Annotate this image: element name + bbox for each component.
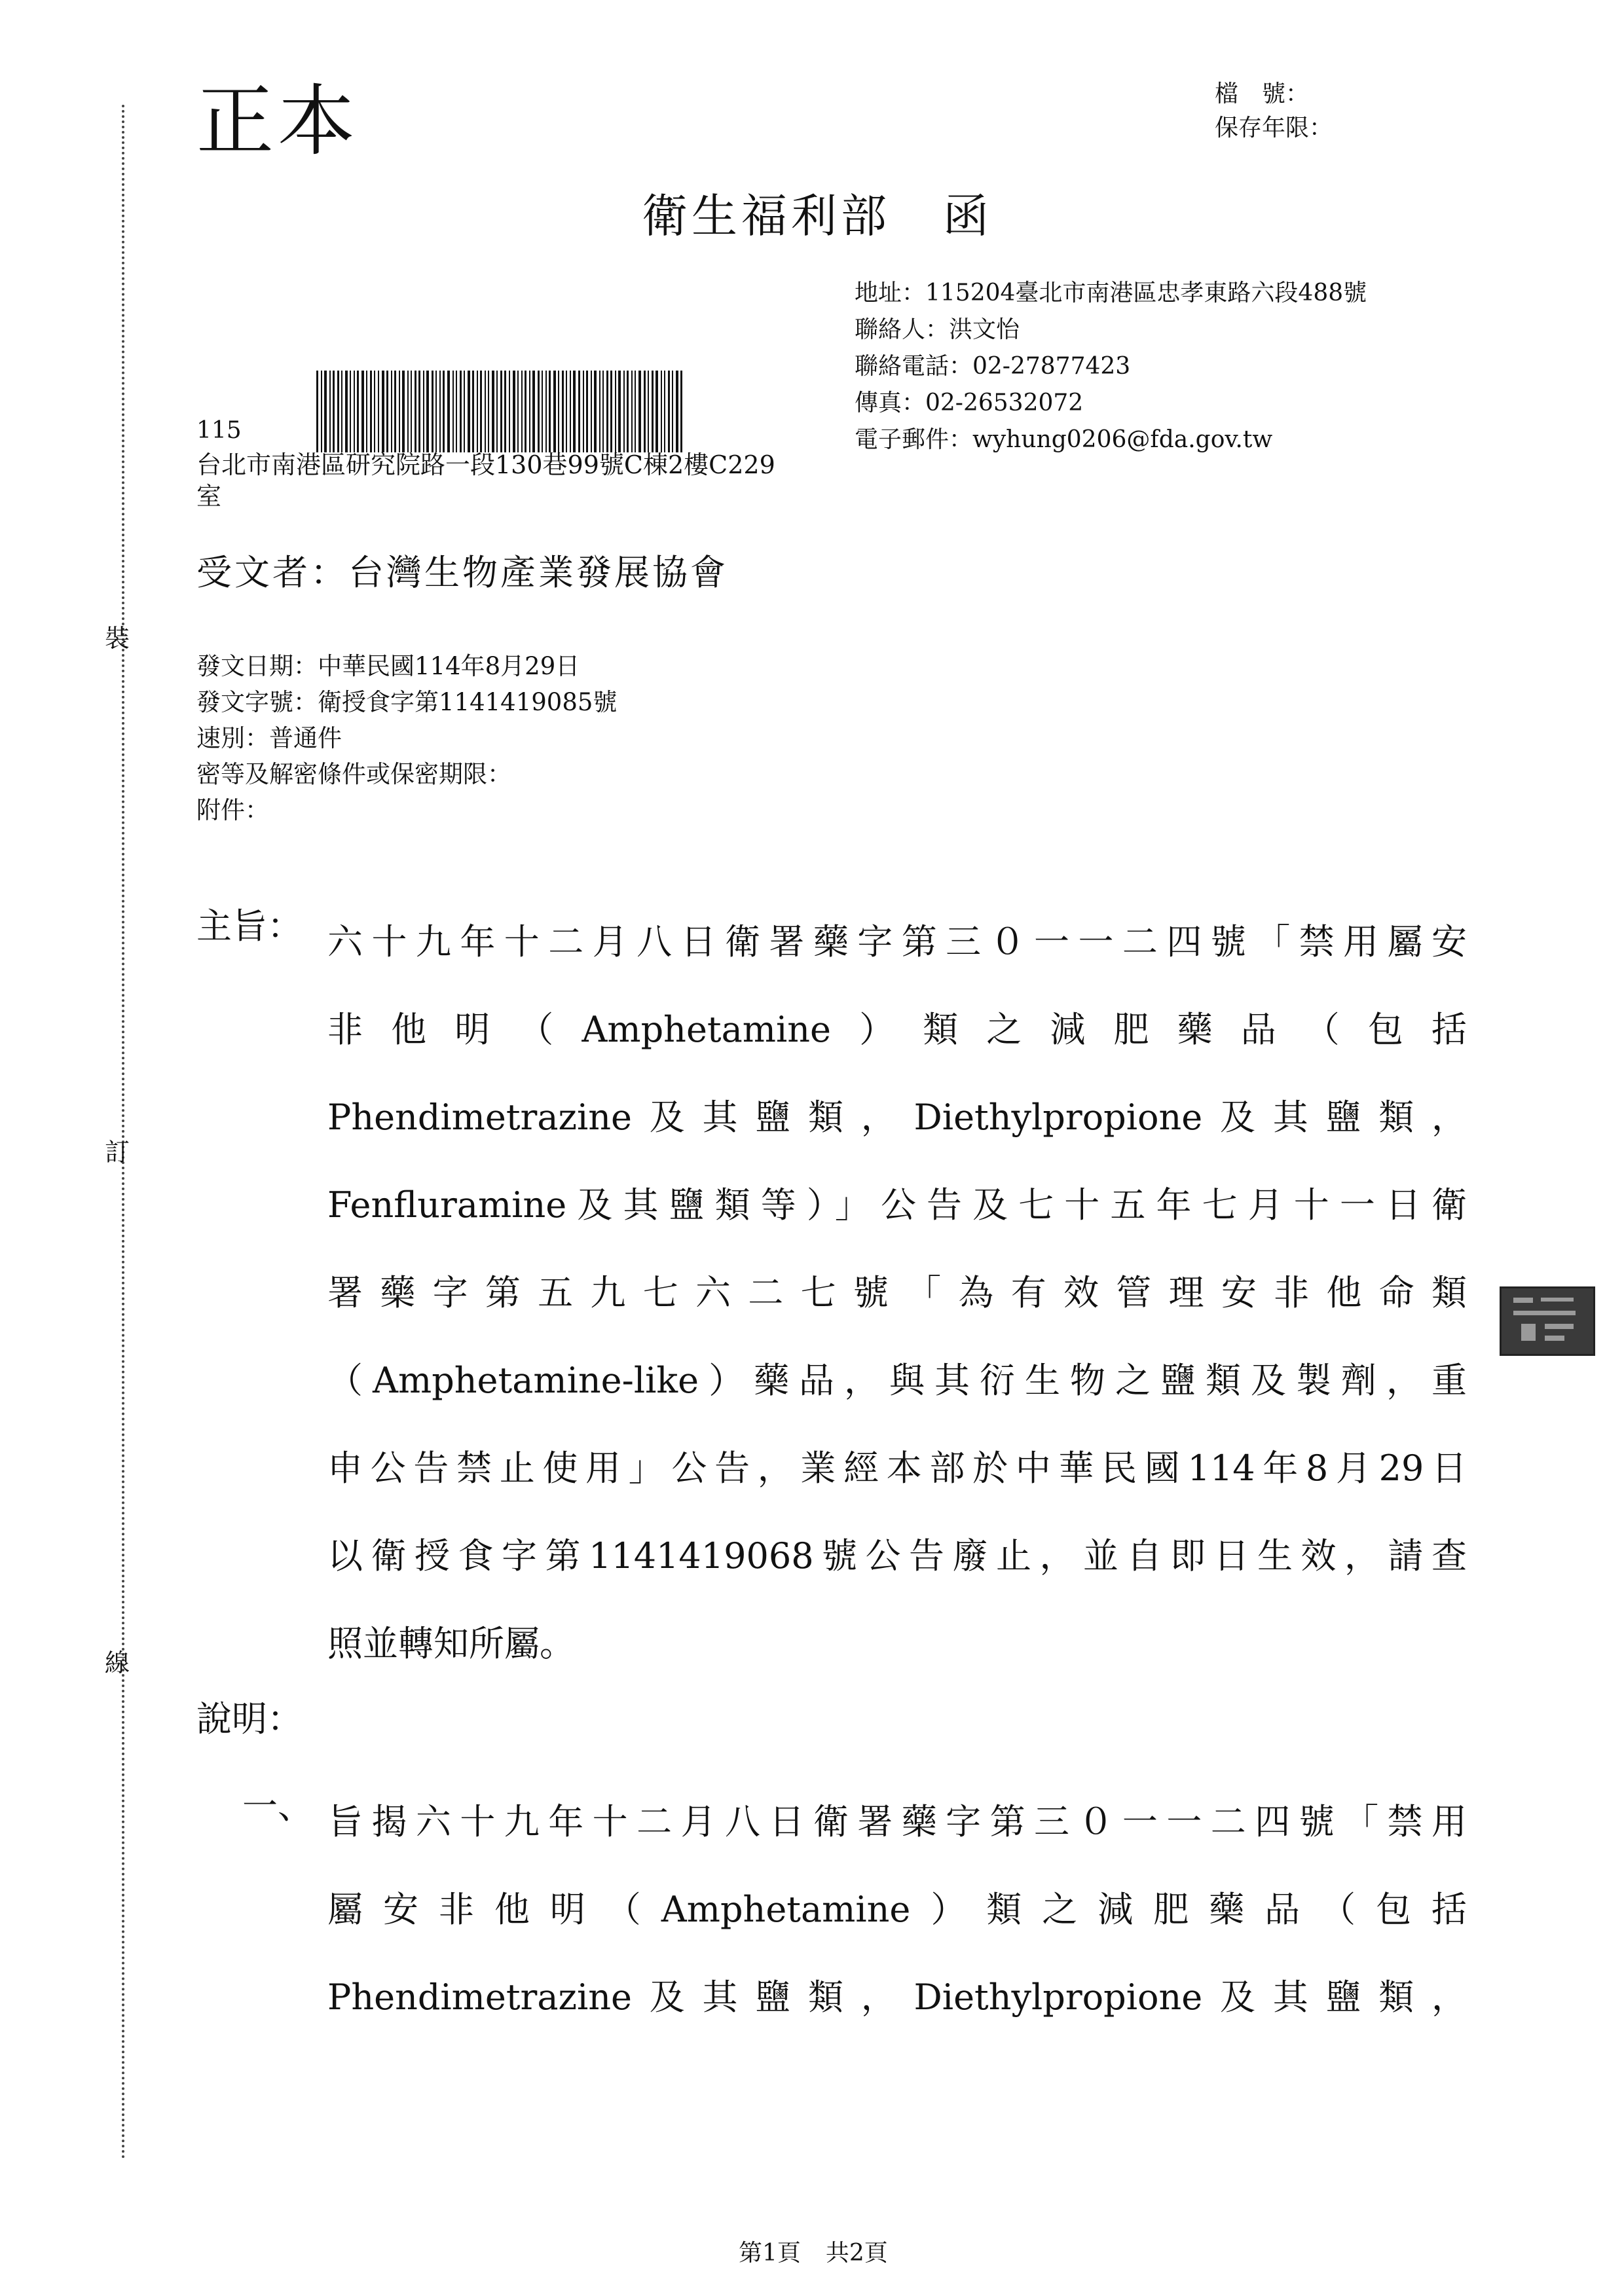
barcode-bar [333,371,335,452]
barcode-bar [542,371,543,452]
barcode-bar [668,371,670,452]
barcode-bar [509,371,510,452]
barcode-bar [586,371,588,452]
barcode-bar [361,371,364,452]
barcode-bar [378,371,379,452]
barcode-bar [464,371,465,452]
official-seal [1500,1286,1595,1356]
barcode-bar [578,371,580,452]
binding-mark-line: 線 [105,1649,130,1677]
recipient: 受文者：台灣生物產業發展協會 [196,552,728,593]
barcode-bar [370,371,372,452]
explanation-label: 說明： [196,1698,303,1740]
delivery-speed: 速別：普通件 [196,724,342,752]
contact-block [855,275,1367,458]
barcode-bar [386,371,388,452]
issue-date: 發文日期：中華民國114年8月29日 [196,652,580,680]
barcode-bar [415,371,416,452]
barcode-bar [382,371,384,452]
binding-mark-bind: 裝 [105,624,130,653]
explanation-line: 屬安非他明（Amphetamine）類之減肥藥品（包括 [327,1889,1467,1930]
barcode-bar [610,371,612,452]
contact-phone: 聯絡電話：02-27877423 [855,353,1131,380]
barcode-bar [627,371,629,452]
subject-line: 六十九年十二月八日衛署藥字第三０一一二四號「禁用屬安 [327,921,1467,962]
barcode-bar [447,371,450,452]
barcode-bar [664,371,665,452]
subject-line: 申公告禁止使用」公告，業經本部於中華民國114年8月29日 [327,1448,1467,1489]
barcode-bar [324,371,327,452]
barcode-bar [599,371,600,452]
attachments: 附件： [196,796,269,824]
barcode-bar [638,371,641,452]
barcode-bar [655,371,658,452]
barcode-bar [488,371,489,452]
barcode-bar [426,371,429,452]
page-title [642,187,993,246]
barcode-bar [615,371,616,452]
barcode-bar [631,371,633,452]
contact-email: 電子郵件：wyhung0206@fda.gov.tw [855,426,1273,453]
barcode-bar [432,371,434,452]
contact-person: 聯絡人：洪文怡 [855,316,1020,343]
barcode-bar [558,371,559,452]
barcode-bar [618,371,621,452]
barcode-bar [456,371,457,452]
barcode-bar [545,371,547,452]
barcode-bar [341,371,342,452]
barcode-bar [407,371,409,452]
mailing-zip: 115 [196,417,242,444]
barcode-bar [435,371,437,452]
retention-period: 保存年限： [1215,115,1333,141]
barcode-bar [443,371,445,452]
barcode-bar [366,371,367,452]
barcode-bar [357,371,359,452]
issuing-org: 衛生福利部 [642,189,891,243]
barcode-bar [602,371,604,452]
barcode-bar [402,371,405,452]
explanation-line: Phendimetrazine及其鹽類，Diethylpropione及其鹽類， [327,1977,1467,2018]
barcode-bar [480,371,482,452]
barcode-bar [591,371,592,452]
binding-mark-staple: 訂 [105,1138,130,1167]
barcode-bar [439,371,441,452]
barcode-bar [594,371,597,452]
barcode-bar [676,371,678,452]
subject-line: Phendimetrazine及其鹽類，Diethylpropione及其鹽類， [327,1097,1467,1138]
barcode-bar [583,371,584,452]
barcode-bar [321,371,322,452]
barcode-bar [345,371,348,452]
barcode-bar [570,371,571,452]
barcode-bar [562,371,564,452]
document-type: 函 [943,189,993,243]
barcode-bar [521,371,523,452]
barcode-bar [472,371,474,452]
barcode-bar [391,371,392,452]
binding-line [122,105,124,2160]
barcode-bar [513,371,515,452]
barcode-bar [468,371,470,452]
barcode-bar [553,371,556,452]
barcode-bar [418,371,420,452]
barcode-bar [504,371,506,452]
barcode-bar [635,371,636,452]
barcode-bar [316,371,318,452]
subject-line: （Amphetamine-like）藥品，與其衍生物之鹽類及製劑，重 [327,1360,1467,1401]
barcode-bar [680,371,682,452]
barcode-bar [350,371,351,452]
mailing-address [196,449,775,512]
issue-number: 發文字號：衛授食字第1141419085號 [196,688,618,716]
barcode-bar [329,371,331,452]
subject-line: 照並轉知所屬。 [327,1623,575,1664]
barcode-bar [496,371,498,452]
barcode-bar [606,371,608,452]
barcode-bar [549,371,551,452]
secrecy-level: 密等及解密條件或保密期限： [196,760,511,788]
copy-type-stamp: 正本 [196,76,360,166]
subject-line: 署藥字第五九七六二七號「為有效管理安非他命類 [327,1272,1467,1313]
barcode-bar [525,371,526,452]
barcode-bar [648,371,649,452]
barcode-bar [623,371,625,452]
page-total: 共2頁 [825,2240,888,2267]
barcode-bar [672,371,673,452]
document-meta [196,648,617,828]
page-number: 第1頁 [739,2240,801,2267]
barcode-bar [532,371,535,452]
barcode-bar [644,371,646,452]
barcode-bar [652,371,654,452]
archive-number: 檔 號： [1215,81,1310,107]
barcode-bar [477,371,478,452]
barcode-bar [500,371,502,452]
barcode-bar [354,371,355,452]
barcode-bar [573,371,576,452]
barcode-bar [517,371,519,452]
subject-line: 以衛授食字第1141419068號公告廢止，並自即日生效，請查 [327,1535,1467,1576]
mailing-address-line1: 台北市南港區研究院路一段130巷99號C棟2樓C229 [196,450,775,479]
postal-barcode [316,371,683,452]
barcode-bar [399,371,400,452]
barcode-bar [374,371,375,452]
barcode-bar [452,371,454,452]
barcode-bar [492,371,494,452]
barcode-bar [485,371,486,452]
explanation-item-number: 一、 [242,1785,313,1827]
contact-address: 地址：115204臺北市南港區忠孝東路六段488號 [855,280,1367,306]
subject-label: 主旨： [196,905,303,947]
subject-line: 非他明（Amphetamine）類之減肥藥品（包括 [327,1009,1467,1050]
barcode-bar [661,371,662,452]
barcode-bar [566,371,567,452]
mailing-address-line2: 室 [196,482,222,511]
barcode-bar [529,371,530,452]
barcode-bar [423,371,424,452]
explanation-line: 旨揭六十九年十二月八日衛署藥字第三０一一二四號「禁用 [327,1801,1467,1842]
archive-info [1215,77,1333,145]
page-footer [739,2239,888,2268]
contact-fax: 傳真：02-26532072 [855,390,1084,416]
barcode-bar [394,371,396,452]
barcode-bar [337,371,339,452]
barcode-bar [411,371,412,452]
barcode-bar [460,371,462,452]
barcode-bar [538,371,540,452]
subject-line: Fenfluramine及其鹽類等）」公告及七十五年七月十一日衛 [327,1184,1467,1226]
